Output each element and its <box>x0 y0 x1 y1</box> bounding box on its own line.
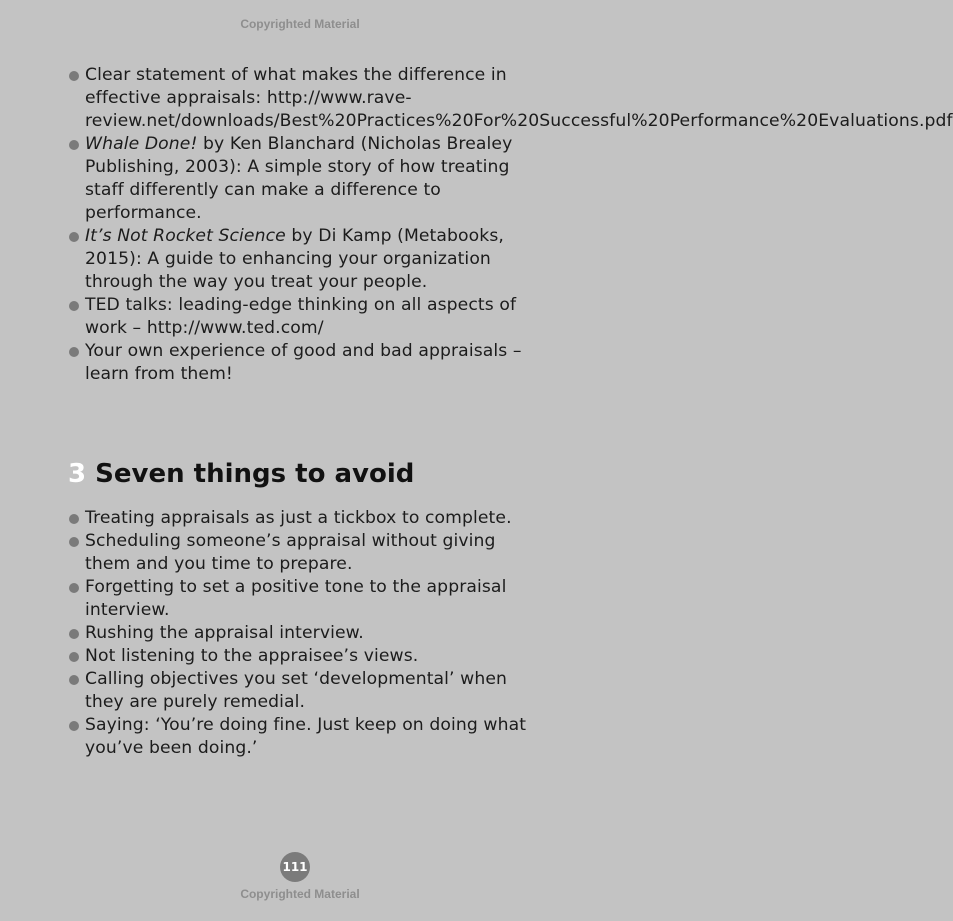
avoid-item-text: Saying: ‘You’re doing fine. Just keep on doing what you’ve been doing.’ <box>85 715 527 758</box>
bullet-icon <box>69 71 79 81</box>
resource-text: Your own experience of good and bad appraisals – learn from them! <box>85 341 522 384</box>
bullet-icon <box>69 652 79 662</box>
list-item <box>68 668 538 714</box>
list-item <box>68 714 538 760</box>
avoid-item-text: Treating appraisals as just a tickbox to complete. <box>85 508 512 528</box>
bullet-icon <box>69 537 79 547</box>
avoid-item-text: Not listening to the appraisee’s views. <box>85 646 419 666</box>
resource-text: TED talks: leading-edge thinking on all aspects of work – http://www.ted.com/ <box>85 295 517 338</box>
page-number-badge: 111 <box>280 852 310 882</box>
resource-text: by Ken Blanchard (Nicholas Brealey Publishing, 2003): A simple story of how treating staff differently can make a difference to performance. <box>85 134 513 223</box>
avoid-item-text: Calling objectives you set ‘developmental’ when they are purely remedial. <box>85 669 507 712</box>
section-number: 3 <box>68 459 87 489</box>
bullet-icon <box>69 514 79 524</box>
bullet-icon <box>69 629 79 639</box>
bullet-icon <box>69 583 79 593</box>
copyright-watermark-top: Copyrighted Material <box>240 17 360 31</box>
copyright-watermark-bottom: Copyrighted Material <box>240 887 360 901</box>
bullet-icon <box>69 232 79 242</box>
list-item <box>68 507 538 530</box>
bullet-icon <box>69 675 79 685</box>
section-heading <box>68 458 414 490</box>
bullet-icon <box>69 347 79 357</box>
list-item <box>68 576 538 622</box>
bullet-icon <box>69 140 79 150</box>
bullet-icon <box>69 721 79 731</box>
list-item <box>68 133 538 225</box>
resource-title: Whale Done! <box>85 134 198 154</box>
list-item <box>68 645 538 668</box>
avoid-item-text: Forgetting to set a positive tone to the appraisal interview. <box>85 577 507 620</box>
resource-text: Clear statement of what makes the difference in effective appraisals: http://www.rave-review.net/downloads/Best%20Practices%20For%20Successful%20Performance%20Evaluations.pdf <box>85 65 953 131</box>
avoid-item-text: Rushing the appraisal interview. <box>85 623 364 643</box>
list-item <box>68 340 538 386</box>
section-title: Seven things to avoid <box>95 459 415 489</box>
resource-text: by Di Kamp (Metabooks, 2015): A guide to enhancing your organization through the way you treat your people. <box>85 226 504 292</box>
list-item <box>68 530 538 576</box>
bullet-icon <box>69 301 79 311</box>
list-item <box>68 64 953 133</box>
avoid-list <box>68 507 538 760</box>
resource-title: It’s Not Rocket Science <box>85 226 286 246</box>
avoid-item-text: Scheduling someone’s appraisal without giving them and you time to prepare. <box>85 531 496 574</box>
list-item <box>68 294 538 340</box>
list-item <box>68 225 538 294</box>
list-item <box>68 622 538 645</box>
resources-list <box>68 64 953 386</box>
